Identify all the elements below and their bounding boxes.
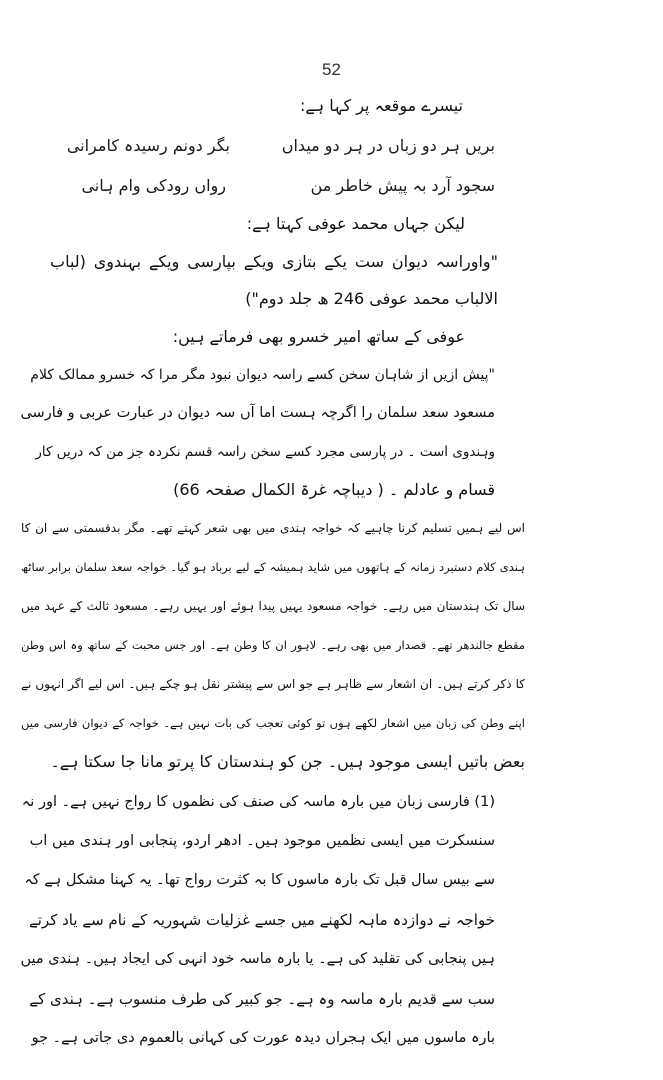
khusrau-quote-line: وہندوی است ۔ در پارسی مجرد کسے سخن راسہ قسم نکردہ جز من کہ دریں کار: [35, 444, 495, 460]
main-paragraph-line: کا ذکر کرتے ہیں۔ ان اشعار سے ظاہر ہے جو اس سے پیشتر نقل ہو چکے ہیں۔ اس لیے اگر انہوں نے: [21, 677, 525, 691]
khusrau-quote-line: مسعود سعد سلمان را اگرچہ ہست اما آں سہ دیوان در عبارت عربی و فارسی: [20, 405, 495, 421]
couplet-2-left-hemistich: رواں رودکی وام ہانی: [81, 176, 226, 195]
khusrau-quote-line: "پیش ازیں از شاہان سخن کسے راسہ دیوان نبود مگر مرا کہ خسرو ممالک کلام: [30, 367, 495, 383]
couplet-2-right-hemistich: سجود آرد بہ پیش خاطر من: [310, 176, 495, 195]
main-paragraph-line: ہندی کلام دستبرد زمانہ کے ہاتھوں میں شاید ہمیشہ کے لیے برباد ہو گیا۔ خواجہ سعد سلمان برابر ساٹھ: [21, 560, 525, 574]
awfi-quote-line: الالباب محمد عوفی 246 ھ جلد دوم"): [245, 289, 498, 308]
point-one-line: ہیں پنجابی کی تقلید کی ہے۔ یا بارہ ماسہ خود انہی کی ایجاد ہیں۔ ہندی میں: [20, 951, 495, 967]
couplet-1-right-hemistich: بریں ہر دو زباں در ہر دو میداں: [281, 136, 495, 155]
couplet-1-left-hemistich: بگر دونم رسیدہ کامرانی: [66, 136, 230, 155]
page-number: 52: [322, 60, 341, 79]
main-paragraph-line: اس لیے ہمیں تسلیم کرنا چاہیے کہ خواجہ ہندی میں بھی شعر کہتے تھے۔ مگر بدقسمتی سے ان کا: [21, 521, 525, 535]
khusrau-quote-line: قسام و عادلم ۔ ( دیباچہ غرۃ الکمال صفحہ 66): [173, 480, 495, 499]
main-paragraph-line: مقطع جالندھر تھے۔ قصدار میں بھی رہے۔ لاہور ان کا وطن ہے۔ اور جس محبت کے ساتھ وہ اس وطن: [21, 638, 525, 652]
point-one-line: سنسکرت میں ایسی نظمیں موجود ہیں۔ ادھر اردو، پنجابی اور ہندی میں اب: [29, 833, 495, 849]
intro-awfi: لیکن جہاں محمد عوفی کہتا ہے:: [246, 214, 465, 233]
main-paragraph-line: بعض باتیں ایسی موجود ہیں۔ جن کو ہندستان کا پرتو مانا جا سکتا ہے۔: [50, 752, 525, 771]
point-one-line: سے بیس سال قبل تک بارہ ماسوں کا بہ کثرت رواج تھا۔ یہ کہنا مشکل ہے کہ: [24, 872, 495, 888]
intro-khusrau: عوفی کے ساتھ امیر خسرو بھی فرماتے ہیں:: [172, 327, 465, 346]
point-one-line: (1) فارسی زبان میں بارہ ماسہ کی صنف کی نظموں کا رواج نہیں ہے۔ اور نہ: [21, 794, 495, 810]
point-one-line: خواجہ نے دوازدہ ماہہ لکھنے میں جسے غزلیات شہوریہ کے نام سے یاد کرتے: [28, 911, 495, 929]
main-paragraph-line: سال تک ہندستان میں رہے۔ خواجہ مسعود یہیں پیدا ہوئے اور یہیں رہے۔ مسعود ثالث کے عہد میں: [21, 599, 525, 613]
point-one-line: سب سے قدیم بارہ ماسہ وہ ہے۔ جو کبیر کی طرف منسوب ہے۔ ہندی کے: [29, 990, 495, 1008]
point-one-line: بارہ ماسوں میں ایک ہجراں دیدہ عورت کی کہانی بالعموم دی جاتی ہے۔ جو: [31, 1030, 495, 1046]
intro-third-occasion: تیسرے موقعہ پر کہا ہے:: [300, 96, 463, 115]
awfi-quote-line: "واوراسہ دیوان ست یکے بتازی ویکے بپارسی ویکے بہندوی (لباب: [50, 252, 498, 271]
main-paragraph-line: اپنے وطن کی زبان میں اشعار لکھے ہوں تو کوئی تعجب کی بات نہیں ہے۔ خواجہ کے دیوان فارسی میں: [21, 716, 525, 730]
